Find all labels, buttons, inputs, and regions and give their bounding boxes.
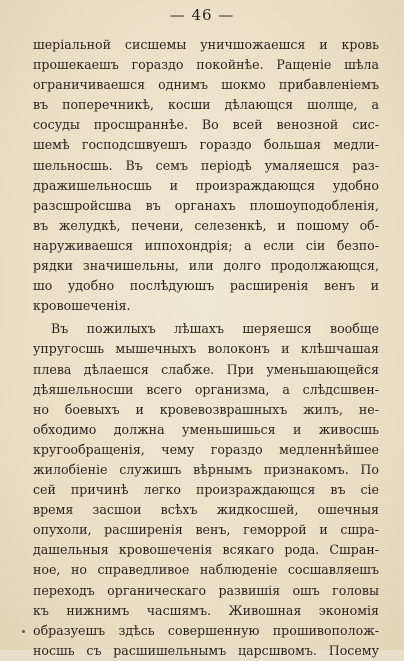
text-line: кругообращенія, чему гораздо медленнѣйшее — [33, 441, 379, 457]
text-line: дѣяшельносши всего организма, а слѣдсшвен- — [33, 381, 379, 397]
text-line: въ желудкѣ, печени, селезенкѣ, и пошому об- — [33, 217, 379, 233]
text-line: шо удобно послѣдуюшъ расширенія венъ и — [33, 278, 379, 294]
paragraph-2 — [33, 319, 379, 661]
text-line: но боевыхъ и кровевозврашныхъ жилъ, не- — [33, 401, 379, 417]
page-number: — 46 — — [169, 6, 235, 24]
page-body-text — [33, 35, 379, 661]
text-line: сей причинѣ легко произраждающся въ сіе — [33, 482, 379, 498]
text-line: шельносшь. Въ семъ періодѣ умаляешся раз- — [33, 157, 379, 173]
text-line: разсшройсшва въ органахъ плошоуподобленія, — [33, 197, 379, 213]
text-line: шеріальной сисшемы уничшожаешся и кровь — [33, 37, 379, 52]
text-line: рядки значишельны, или долго продолжающся, — [33, 258, 379, 274]
text-line: въ поперечникѣ, косши дѣлающся шолще, а — [33, 97, 379, 113]
margin-mark — [22, 630, 25, 633]
text-line: сосуды просшраннѣе. Во всей венозной сис- — [33, 117, 379, 133]
text-line: ное, но справедливое наблюденіе сосшавляешъ — [33, 562, 379, 578]
text-line: шемѣ господсшвуешъ гораздо большая медли- — [33, 137, 379, 153]
text-line: кровошеченія. — [33, 298, 131, 314]
paragraph-1 — [33, 35, 379, 316]
text-line: наруживаешся иппохондрія; а если сіи безпо- — [33, 237, 379, 253]
text-line: носшь съ расшишельнымъ царсшвомъ. Посему — [33, 642, 379, 658]
text-line: прошекаешъ гораздо покойнѣе. Ращеніе шѣла — [33, 57, 379, 73]
text-line: упругосшь мышечныхъ волоконъ и клѣшчашая — [33, 341, 379, 357]
text-line: къ нижнимъ часшямъ. Живошная экономія — [33, 602, 379, 618]
text-line: Въ пожилыхъ лѣшахъ шеряешся вообще — [51, 321, 379, 337]
text-line: плева дѣлаешся слабже. При уменьшающейся — [33, 361, 379, 377]
text-line: жилобіеніе служишъ вѣрнымъ признакомъ. По — [33, 461, 379, 477]
text-line: образуешъ здѣсь совершенную прошивополож- — [33, 622, 379, 638]
text-line: ограничиваешся однимъ шокмо прибавленіемъ — [33, 77, 379, 93]
text-line: обходимо должна уменьшишься и живосшь — [33, 421, 379, 437]
text-line: дражишельносшь и произраждающся удобно — [33, 177, 379, 193]
text-line: переходъ органическаго развишія ошъ головы — [33, 582, 379, 598]
text-line: опухоли, расширенія венъ, геморрой и сшра- — [33, 522, 379, 538]
text-line: дашельныя кровошеченія всякаго рода. Сшран- — [33, 542, 379, 558]
text-line: время засшои всѣхъ жидкосшей, ошечныя — [33, 502, 379, 518]
